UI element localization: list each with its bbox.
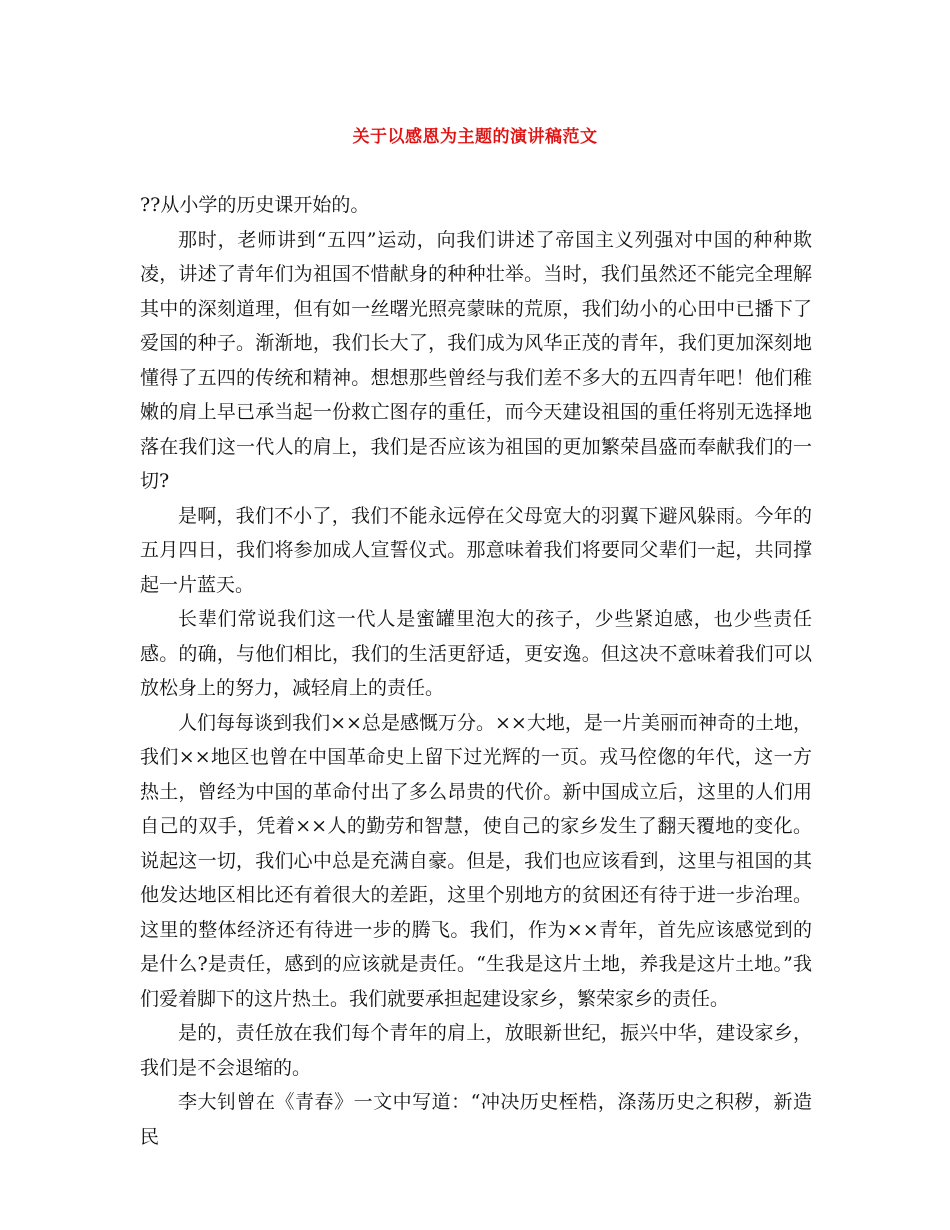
paragraph-4: 长辈们常说我们这一代人是蜜罐里泡大的孩子，少些紧迫感，也少些责任感。的确，与他们相比，我们的生活更舒适，更安逸。但这决不意味着我们可以放松身上的努力，减轻肩上的责任。: [140, 608, 812, 699]
paragraph-2: 那时，老师讲到“五四”运动，向我们讲述了帝国主义列强对中国的种种欺凌，讲述了青年们为祖国不惜献身的种种壮举。当时，我们虽然还不能完全理解其中的深刻道理，但有如一丝曙光照亮蒙昧的荒原，我们幼小的心田中已播下了爱国的种子。渐渐地，我们长大了，我们成为风华正茂的青年，我们更加深刻地懂得了五四的传统和精神。想想那些曾经与我们差不多大的五四青年吧！他们稚嫩的肩上早已承当起一份救亡图存的重任，而今天建设祖国的重任将别无选择地落在我们这一代人的肩上，我们是否应该为祖国的更加繁荣昌盛而奉献我们的一切?: [140, 228, 812, 492]
document-body: [140, 188, 812, 1154]
paragraph-5: 人们每每谈到我们××总是感慨万分。××大地，是一片美丽而神奇的土地，我们××地区也曾在中国革命史上留下过光辉的一页。戎马倥偬的年代，这一方热土，曾经为中国的革命付出了多么昂贵的代价。新中国成立后，这里的人们用自己的双手，凭着××人的勤劳和智慧，使自己的家乡发生了翻天覆地的变化。说起这一切，我们心中总是充满自豪。但是，我们也应该看到，这里与祖国的其他发达地区相比还有着很大的差距，这里个别地方的贫困还有待于进一步治理。这里的整体经济还有待进一步的腾飞。我们，作为××青年，首先应该感觉到的是什么?是责任，感到的应该就是责任。“生我是这片土地，养我是这片土地。”我们爱着脚下的这片热土。我们就要承担起建设家乡，繁荣家乡的责任。: [140, 711, 812, 1010]
paragraph-7: 李大钊曾在《青春》一文中写道：“冲决历史桎梏，涤荡历史之积秽，新造民: [140, 1091, 812, 1148]
document-title: 关于以感恩为主题的演讲稿范文: [352, 127, 598, 147]
paragraph-1: ??从小学的历史课开始的。: [140, 194, 370, 216]
paragraph-6: 是的，责任放在我们每个青年的肩上，放眼新世纪，振兴中华，建设家乡，我们是不会退缩的。: [140, 1022, 812, 1079]
paragraph-3: 是啊，我们不小了，我们不能永远停在父母宽大的羽翼下避风躲雨。今年的五月四日，我们将参加成人宣誓仪式。那意味着我们将要同父辈们一起，共同撑起一片蓝天。: [140, 504, 812, 596]
